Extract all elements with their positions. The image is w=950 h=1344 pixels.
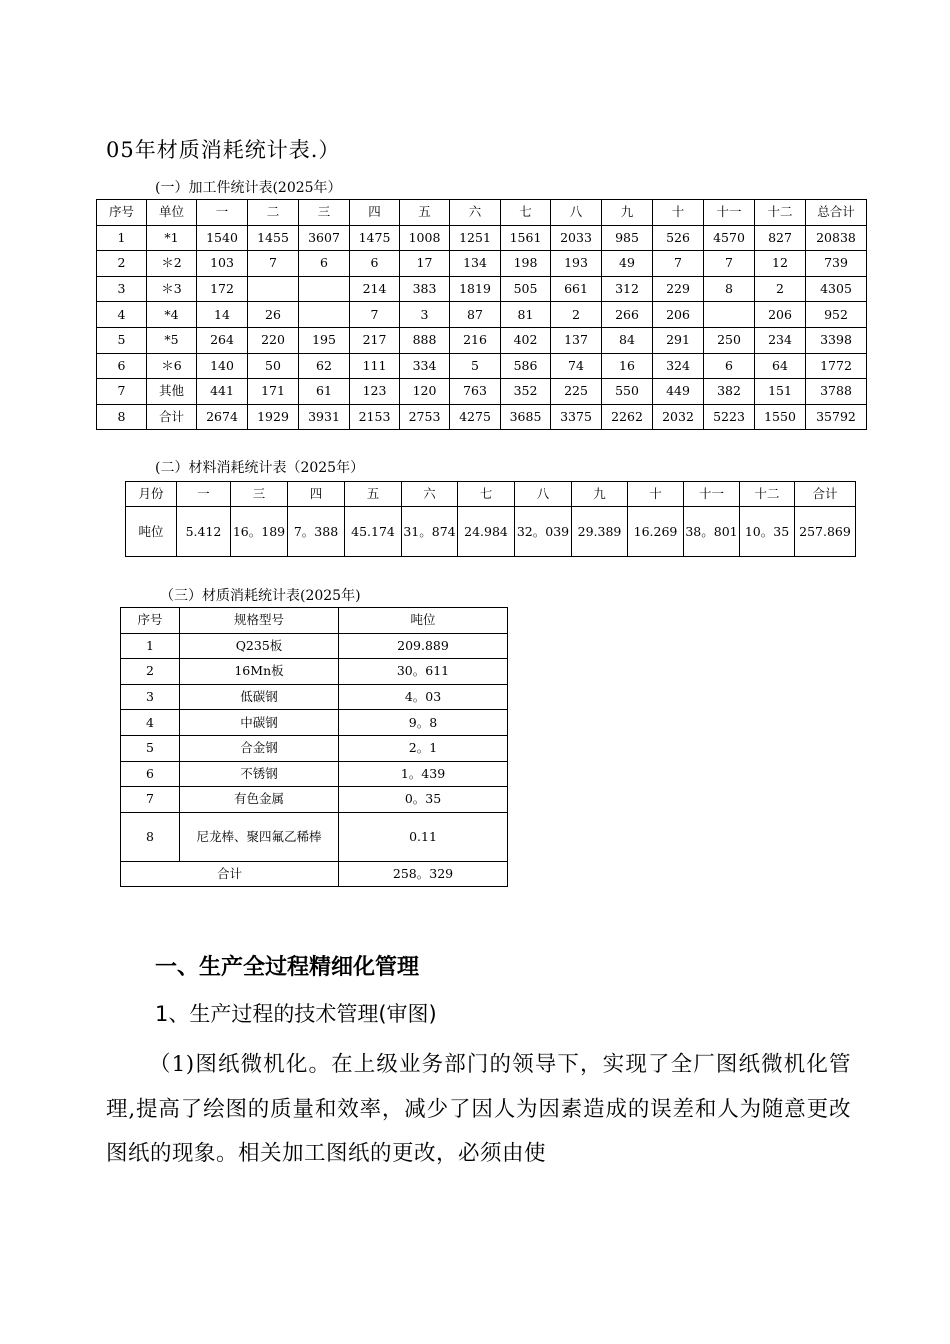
- table-cell: 526: [653, 225, 704, 251]
- table-cell: ＊6: [147, 353, 197, 379]
- table-row: [97, 276, 867, 302]
- table-cell: 441: [197, 379, 248, 405]
- material-type-table: [120, 607, 508, 887]
- table-cell: 四: [288, 482, 345, 507]
- table-cell: 24.984: [458, 507, 515, 557]
- table-cell: 2: [97, 251, 147, 277]
- table-row: [97, 379, 867, 405]
- table-cell: 6: [299, 251, 350, 277]
- table-cell: 十: [653, 200, 704, 226]
- table-header-row: [126, 482, 856, 507]
- table-cell: 中碳钢: [180, 710, 339, 736]
- table-cell: 1。439: [339, 761, 508, 787]
- table-cell: 7。388: [288, 507, 345, 557]
- table-cell: 35792: [806, 404, 867, 430]
- table-row: [97, 251, 867, 277]
- table-cell: 2753: [400, 404, 450, 430]
- table-cell: 1772: [806, 353, 867, 379]
- table2-caption: (二）材料消耗统计表（2025年）: [155, 460, 365, 476]
- table-cell: 383: [400, 276, 450, 302]
- material-consumption-table: [125, 481, 856, 557]
- table-cell: 3607: [299, 225, 350, 251]
- table-cell: 402: [501, 327, 551, 353]
- table-cell: 3398: [806, 327, 867, 353]
- table-row: [121, 633, 508, 659]
- table-header-row: [97, 200, 867, 226]
- table-cell: 312: [602, 276, 653, 302]
- table-cell: Q235板: [180, 633, 339, 659]
- table-cell: 16。189: [231, 507, 288, 557]
- table-cell: 3788: [806, 379, 867, 405]
- table-row: [121, 761, 508, 787]
- table-cell: 八: [551, 200, 602, 226]
- table-cell: 8: [704, 276, 755, 302]
- table-cell: 尼龙棒、聚四氟乙稀棒: [180, 812, 339, 861]
- table-cell: 16: [602, 353, 653, 379]
- table-cell: 1819: [450, 276, 501, 302]
- table-cell: 十一: [704, 200, 755, 226]
- table-cell: 九: [602, 200, 653, 226]
- total-label: 合计: [121, 861, 339, 887]
- table-cell: 763: [450, 379, 501, 405]
- table-cell: 334: [400, 353, 450, 379]
- table-cell: 264: [197, 327, 248, 353]
- body-paragraph: （1)图纸微机化。在上级业务部门的领导下，实现了全厂图纸微机化管理,提高了绘图的质量和效率，减少了因人为因素造成的误差和人为随意更改图纸的现象。相关加工图纸的更改，必须由使: [106, 1052, 851, 1166]
- table-cell: 3: [121, 684, 180, 710]
- table-row: [97, 404, 867, 430]
- table-row: [121, 684, 508, 710]
- section-heading: 一、生产全过程精细化管理: [155, 955, 420, 980]
- table-cell: 5.412: [177, 507, 231, 557]
- table-cell: 六: [402, 482, 458, 507]
- table-row: [97, 353, 867, 379]
- table-cell: 32。039: [515, 507, 572, 557]
- table-cell: 29.389: [572, 507, 628, 557]
- table-header-row: [121, 608, 508, 634]
- table-cell: *1: [147, 225, 197, 251]
- table-cell: 324: [653, 353, 704, 379]
- table-cell: 1251: [450, 225, 501, 251]
- table-cell: 序号: [97, 200, 147, 226]
- table-cell: 291: [653, 327, 704, 353]
- document-title: 05年材质消耗统计表.）: [106, 138, 341, 162]
- table-cell: 550: [602, 379, 653, 405]
- table-cell: 234: [755, 327, 806, 353]
- table-cell: 三: [299, 200, 350, 226]
- table-cell: 4570: [704, 225, 755, 251]
- table-cell: 2: [551, 302, 602, 328]
- table-cell: [248, 276, 299, 302]
- table-cell: 16.269: [628, 507, 684, 557]
- table-cell: 五: [400, 200, 450, 226]
- table-cell: 规格型号: [180, 608, 339, 634]
- table-cell: 49: [602, 251, 653, 277]
- table-cell: 八: [515, 482, 572, 507]
- table-cell: 九: [572, 482, 628, 507]
- table-cell: 0.11: [339, 812, 508, 861]
- table-cell: 134: [450, 251, 501, 277]
- table-cell: 827: [755, 225, 806, 251]
- table-row: [97, 302, 867, 328]
- table-cell: 10。35: [740, 507, 795, 557]
- table-cell: 其他: [147, 379, 197, 405]
- processed-parts-table: [96, 199, 867, 430]
- table-cell: 30。611: [339, 659, 508, 685]
- table-cell: 1550: [755, 404, 806, 430]
- table-cell: 257.869: [795, 507, 856, 557]
- table-cell: ＊2: [147, 251, 197, 277]
- table-cell: 七: [501, 200, 551, 226]
- table-cell: *4: [147, 302, 197, 328]
- table-cell: 1455: [248, 225, 299, 251]
- table-cell: 217: [350, 327, 400, 353]
- table-cell: 合计: [795, 482, 856, 507]
- table-cell: 111: [350, 353, 400, 379]
- table-cell: 月份: [126, 482, 177, 507]
- table-cell: 17: [400, 251, 450, 277]
- table-cell: 64: [755, 353, 806, 379]
- table-cell: 382: [704, 379, 755, 405]
- table-cell: 216: [450, 327, 501, 353]
- table-cell: 三: [231, 482, 288, 507]
- table-cell: 84: [602, 327, 653, 353]
- table-cell: 单位: [147, 200, 197, 226]
- table-cell: 不锈钢: [180, 761, 339, 787]
- table-cell: 序号: [121, 608, 180, 634]
- table-cell: 2674: [197, 404, 248, 430]
- table-cell: 209.889: [339, 633, 508, 659]
- table-cell: 26: [248, 302, 299, 328]
- table-cell: 六: [450, 200, 501, 226]
- table-cell: 低碳钢: [180, 684, 339, 710]
- table-cell: 1561: [501, 225, 551, 251]
- subsection-heading: 1、生产过程的技术管理(审图): [155, 1002, 437, 1026]
- table-cell: [299, 302, 350, 328]
- table-cell: 739: [806, 251, 867, 277]
- table-cell: 6: [350, 251, 400, 277]
- table-cell: 合金钢: [180, 735, 339, 761]
- table-cell: 5: [450, 353, 501, 379]
- table-cell: 81: [501, 302, 551, 328]
- table-cell: 1929: [248, 404, 299, 430]
- table-cell: 7: [350, 302, 400, 328]
- table-cell: 2。1: [339, 735, 508, 761]
- table-cell: 吨位: [126, 507, 177, 557]
- table-row: [121, 710, 508, 736]
- table-cell: 50: [248, 353, 299, 379]
- table-cell: 352: [501, 379, 551, 405]
- table-cell: 140: [197, 353, 248, 379]
- table-cell: 十二: [755, 200, 806, 226]
- table-row: [97, 225, 867, 251]
- table-cell: 1: [97, 225, 147, 251]
- table-row: [121, 787, 508, 813]
- table-cell: 12: [755, 251, 806, 277]
- table-cell: 8: [121, 812, 180, 861]
- table-row: [126, 507, 856, 557]
- table-cell: 229: [653, 276, 704, 302]
- table-cell: 16Mn板: [180, 659, 339, 685]
- table-cell: 4。03: [339, 684, 508, 710]
- table-cell: 合计: [147, 404, 197, 430]
- table-cell: 3: [97, 276, 147, 302]
- table1-caption: (一）加工件统计表(2025年）: [155, 180, 342, 196]
- table-cell: 586: [501, 353, 551, 379]
- table-cell: 2153: [350, 404, 400, 430]
- table-cell: 十: [628, 482, 684, 507]
- table-cell: 661: [551, 276, 602, 302]
- table-row: [121, 812, 508, 861]
- table-cell: 103: [197, 251, 248, 277]
- table-cell: 7: [653, 251, 704, 277]
- table-cell: 198: [501, 251, 551, 277]
- table-cell: 1008: [400, 225, 450, 251]
- table-cell: 1: [121, 633, 180, 659]
- table-cell: 45.174: [345, 507, 402, 557]
- table-cell: 4305: [806, 276, 867, 302]
- table-cell: 123: [350, 379, 400, 405]
- table-cell: 8: [97, 404, 147, 430]
- table-cell: 87: [450, 302, 501, 328]
- table-cell: 7: [248, 251, 299, 277]
- table-cell: 266: [602, 302, 653, 328]
- table-cell: 220: [248, 327, 299, 353]
- table-cell: 四: [350, 200, 400, 226]
- table-cell: 193: [551, 251, 602, 277]
- table-cell: 二: [248, 200, 299, 226]
- table-cell: 171: [248, 379, 299, 405]
- table-cell: 5: [121, 735, 180, 761]
- table-cell: 一: [197, 200, 248, 226]
- table-cell: 七: [458, 482, 515, 507]
- table-cell: 3685: [501, 404, 551, 430]
- table-cell: 6: [97, 353, 147, 379]
- table-cell: 62: [299, 353, 350, 379]
- table-cell: 4: [121, 710, 180, 736]
- table-cell: 952: [806, 302, 867, 328]
- table-cell: 4: [97, 302, 147, 328]
- table-cell: 888: [400, 327, 450, 353]
- table-cell: 225: [551, 379, 602, 405]
- table-cell: 6: [704, 353, 755, 379]
- table-cell: 7: [97, 379, 147, 405]
- table-cell: 14: [197, 302, 248, 328]
- table-row: [97, 327, 867, 353]
- table-cell: 4275: [450, 404, 501, 430]
- table-row: [121, 735, 508, 761]
- table-cell: 250: [704, 327, 755, 353]
- table-cell: 2033: [551, 225, 602, 251]
- table-cell: 206: [653, 302, 704, 328]
- table-cell: 5223: [704, 404, 755, 430]
- table-cell: 1540: [197, 225, 248, 251]
- table-cell: 2: [121, 659, 180, 685]
- total-value: 258。329: [339, 861, 508, 887]
- table-cell: 120: [400, 379, 450, 405]
- table-cell: 一: [177, 482, 231, 507]
- table-cell: 2032: [653, 404, 704, 430]
- table-cell: 五: [345, 482, 402, 507]
- table-cell: 总合计: [806, 200, 867, 226]
- table-cell: 7: [121, 787, 180, 813]
- table-cell: 137: [551, 327, 602, 353]
- table-cell: 十一: [684, 482, 740, 507]
- table-cell: *5: [147, 327, 197, 353]
- table-cell: 172: [197, 276, 248, 302]
- table-cell: 20838: [806, 225, 867, 251]
- table-cell: 505: [501, 276, 551, 302]
- table-cell: 31。874: [402, 507, 458, 557]
- table-cell: 吨位: [339, 608, 508, 634]
- table-cell: 214: [350, 276, 400, 302]
- table-cell: 十二: [740, 482, 795, 507]
- table-cell: 195: [299, 327, 350, 353]
- table-cell: 3931: [299, 404, 350, 430]
- table-cell: 38。801: [684, 507, 740, 557]
- table-cell: 2262: [602, 404, 653, 430]
- table-cell: 7: [704, 251, 755, 277]
- table-cell: 74: [551, 353, 602, 379]
- table-cell: 2: [755, 276, 806, 302]
- table-cell: 61: [299, 379, 350, 405]
- table-cell: 5: [97, 327, 147, 353]
- table-cell: 6: [121, 761, 180, 787]
- table-cell: 449: [653, 379, 704, 405]
- table3-caption: （三）材质消耗统计表(2025年): [160, 588, 361, 604]
- table-cell: 0。35: [339, 787, 508, 813]
- table-row: [121, 659, 508, 685]
- table-cell: 1475: [350, 225, 400, 251]
- table-cell: 3: [400, 302, 450, 328]
- table-cell: 985: [602, 225, 653, 251]
- table-total-row: [121, 861, 508, 887]
- table-cell: ＊3: [147, 276, 197, 302]
- table-cell: 151: [755, 379, 806, 405]
- table-cell: 9。8: [339, 710, 508, 736]
- table-cell: 206: [755, 302, 806, 328]
- table-cell: 有色金属: [180, 787, 339, 813]
- table-cell: 3375: [551, 404, 602, 430]
- table-cell: [704, 302, 755, 328]
- table-cell: [299, 276, 350, 302]
